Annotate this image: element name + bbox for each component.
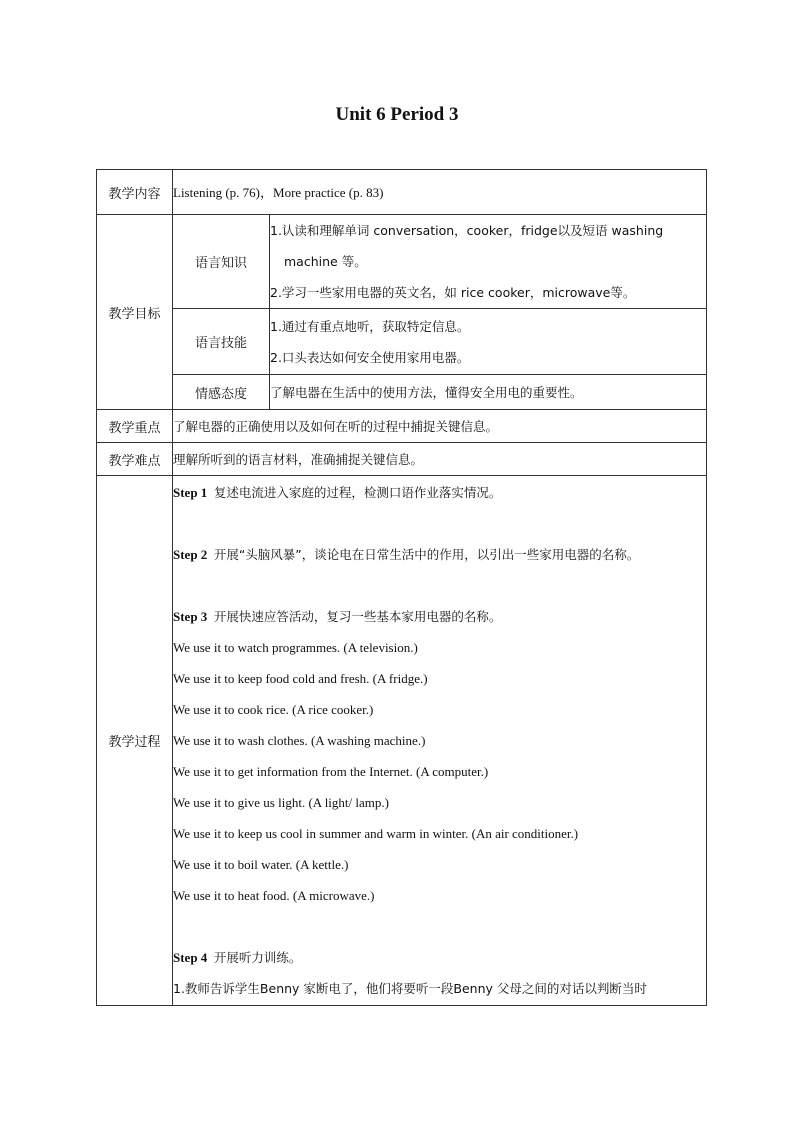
sublabel-skills: 语言技能 bbox=[173, 309, 270, 375]
lesson-plan-table bbox=[96, 169, 707, 1006]
sublabel-attitude: 情感态度 bbox=[173, 375, 270, 410]
step-3: Step 3 开展快速应答活动，复习一些基本家用电器的名称。 bbox=[173, 609, 502, 624]
row-objectives-knowledge bbox=[97, 215, 707, 309]
label-objectives: 教学目标 bbox=[97, 215, 173, 410]
step-2: Step 2 开展“头脑风暴”，谈论电在日常生活中的作用，以引出一些家用电器的名称。 bbox=[173, 547, 640, 562]
sentence-item: We use it to boil water. (A kettle.) bbox=[173, 857, 349, 872]
attitude-cell: 了解电器在生活中的使用方法，懂得安全用电的重要性。 bbox=[270, 375, 707, 410]
row-objectives-skills bbox=[97, 309, 707, 375]
sentence-item: We use it to keep food cold and fresh. (A fridge.) bbox=[173, 671, 428, 686]
sentence-item: We use it to heat food. (A microwave.) bbox=[173, 888, 375, 903]
value-key-points: 了解电器的正确使用以及如何在听的过程中捕捉关键信息。 bbox=[173, 410, 707, 443]
sentence-item: We use it to cook rice. (A rice cooker.) bbox=[173, 702, 374, 717]
page-title: Unit 6 Period 3 bbox=[335, 104, 459, 125]
step-4: Step 4 开展听力训练。 bbox=[173, 950, 302, 965]
row-difficulties bbox=[97, 443, 707, 476]
sentence-item: We use it to wash clothes. (A washing machine.) bbox=[173, 733, 426, 748]
label-difficulties: 教学难点 bbox=[97, 443, 173, 476]
label-process: 教学过程 bbox=[97, 476, 173, 1006]
label-key-points: 教学重点 bbox=[97, 410, 173, 443]
row-content bbox=[97, 170, 707, 215]
step-4-line-1: 1.教师告诉学生Benny 家断电了，他们将要听一段Benny 父母之间的对话以判断当时 bbox=[173, 981, 647, 996]
sublabel-knowledge: 语言知识 bbox=[173, 215, 270, 309]
value-content: Listening (p. 76)，More practice (p. 83) bbox=[173, 170, 707, 215]
knowledge-line-3: 2.学习一些家用电器的英文名，如 rice cooker，microwave等。 bbox=[270, 285, 636, 300]
knowledge-line-1: 1.认读和理解单词 conversation，cooker，fridge以及短语 washing bbox=[270, 223, 664, 238]
label-content: 教学内容 bbox=[97, 170, 173, 215]
sentence-item: We use it to get information from the Internet. (A computer.) bbox=[173, 764, 489, 779]
process-cell bbox=[173, 476, 707, 1006]
row-key-points bbox=[97, 410, 707, 443]
row-process bbox=[97, 476, 707, 1006]
knowledge-line-2: machine 等。 bbox=[284, 254, 367, 269]
step-1: Step 1 复述电流进入家庭的过程，检测口语作业落实情况。 bbox=[173, 485, 502, 500]
skills-line-1: 1.通过有重点地听，获取特定信息。 bbox=[270, 318, 470, 334]
knowledge-cell bbox=[270, 215, 707, 309]
value-difficulties: 理解所听到的语言材料，准确捕捉关键信息。 bbox=[173, 443, 707, 476]
sentence-item: We use it to give us light. (A light/ lamp.) bbox=[173, 795, 389, 810]
row-objectives-attitude bbox=[97, 375, 707, 410]
sentence-item: We use it to keep us cool in summer and warm in winter. (An air conditioner.) bbox=[173, 826, 579, 841]
skills-line-2: 2.口头表达如何安全使用家用电器。 bbox=[270, 349, 470, 365]
sentence-item: We use it to watch programmes. (A television.) bbox=[173, 640, 418, 655]
skills-cell bbox=[270, 309, 707, 375]
